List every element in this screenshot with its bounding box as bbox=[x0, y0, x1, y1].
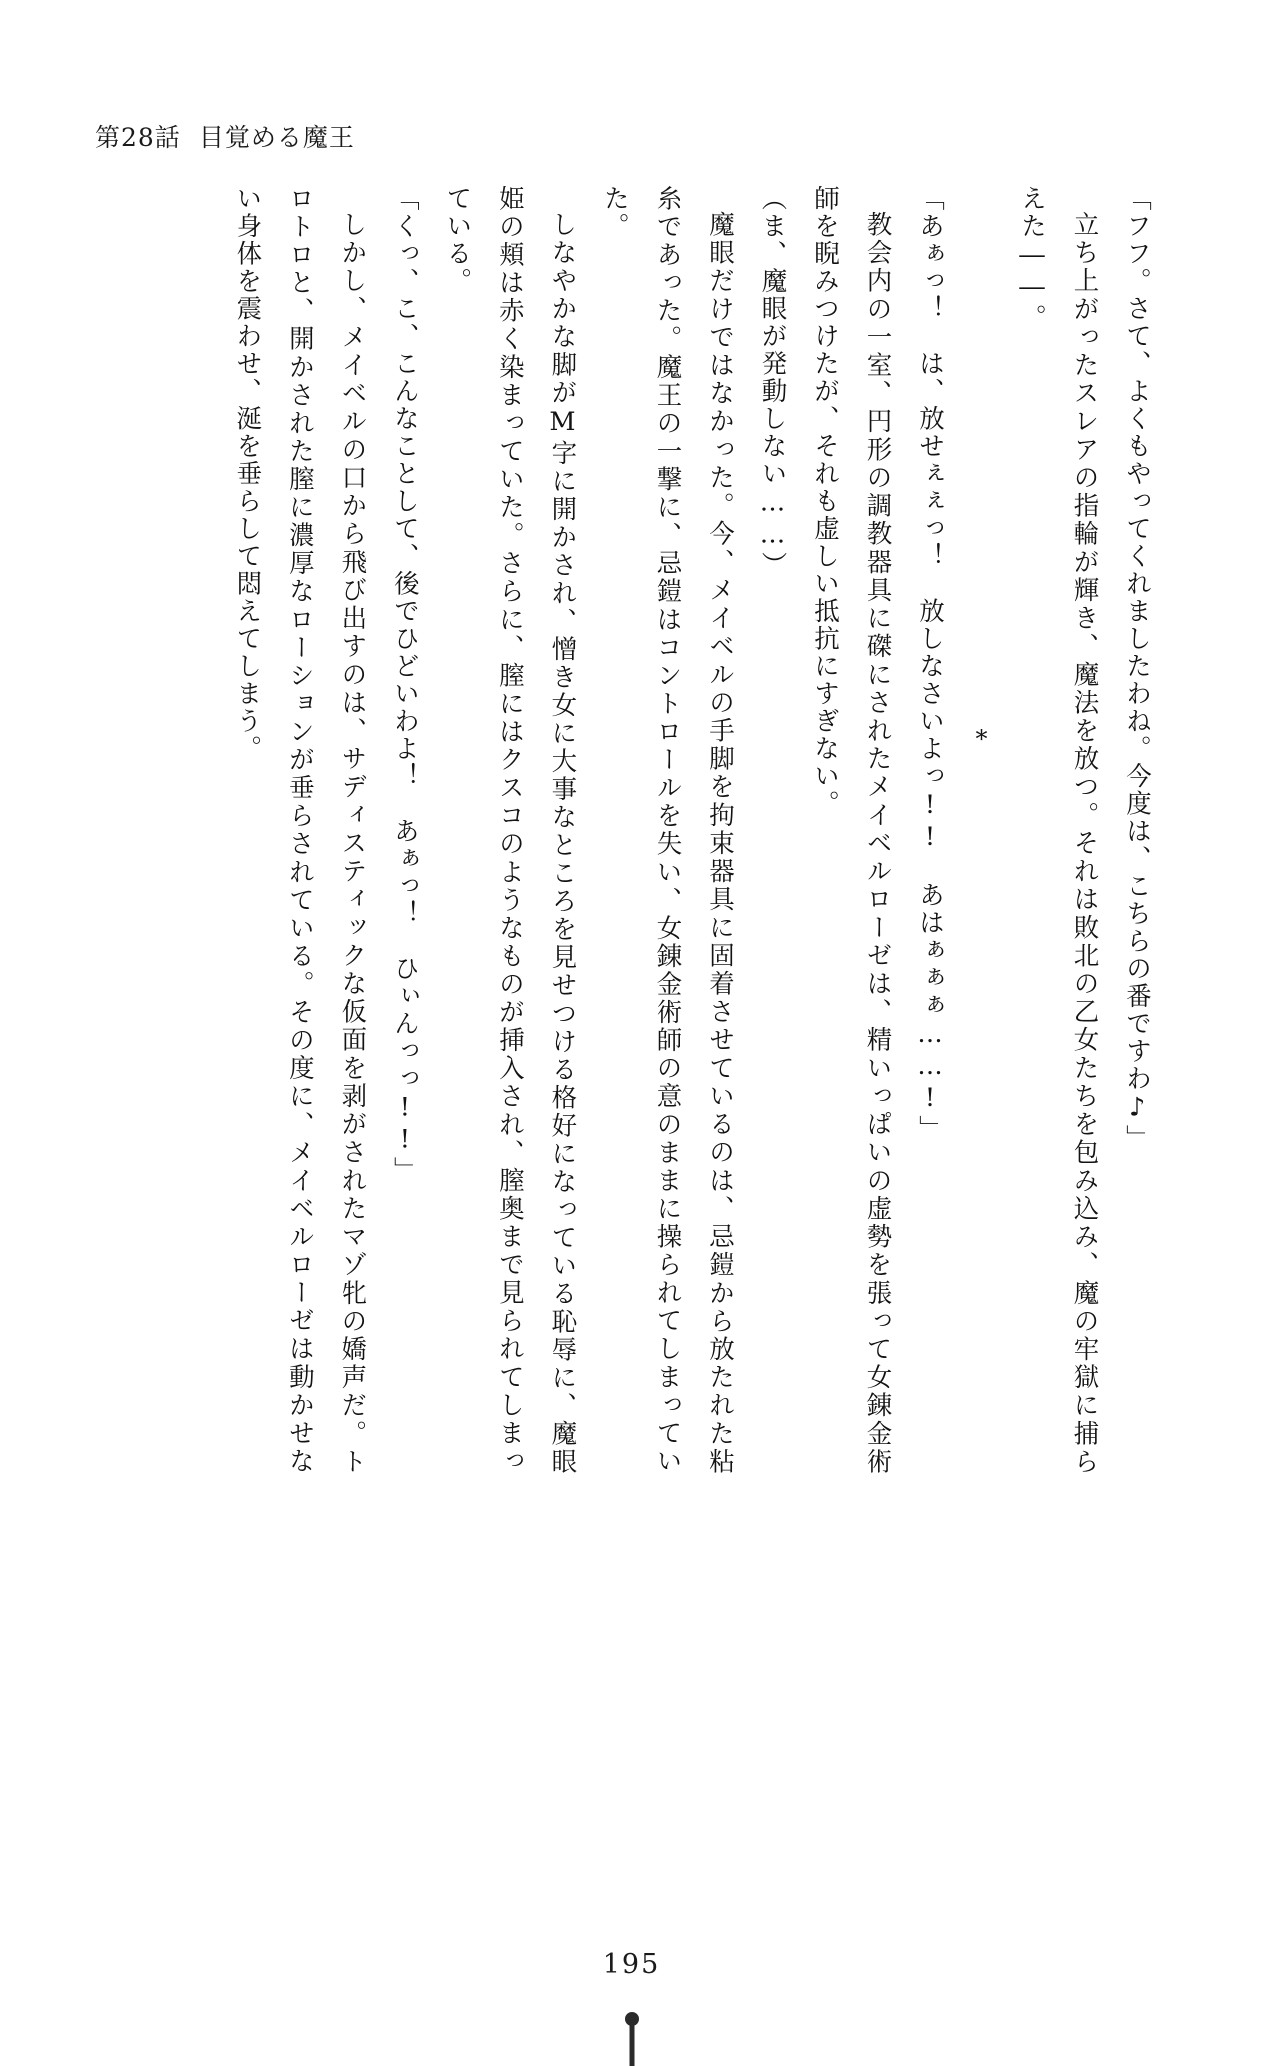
scene-separator bbox=[956, 185, 1005, 1475]
paragraph: 「くっ、こ、こんなことして、後でひどいわよ！ あぁっ！ ひぃんっっ!!」 bbox=[389, 185, 420, 1184]
chapter-title: 目覚める魔王 bbox=[198, 123, 355, 152]
running-head bbox=[95, 118, 355, 154]
scene-separator-glyph: * bbox=[967, 725, 996, 753]
paragraph: 「あぁっ！ は、放せぇぇっ！ 放しなさいよっ!! あはぁぁぁ……!」 bbox=[915, 185, 946, 1143]
paragraph: しなやかな脚がM字に開かされ、憎き女に大事なところを見せつける格好になっている恥辱に、魔眼姫の頬は赤く染まっていた。さらに、膣にはクスコのようなものが挿入され、膣奥まで見られてしまっている。 bbox=[442, 185, 578, 1475]
chapter-number: 第28話 bbox=[95, 123, 181, 152]
paragraph: 魔眼だけではなかった。今、メイベルの手脚を拘束器具に固着させているのは、忌鎧から放たれた粘糸であった。魔王の一撃に、忌鎧はコントロールを失い、女錬金術師の意のままに操られてしまっていた。 bbox=[599, 185, 735, 1475]
paragraph: （ま、魔眼が発動しない……） bbox=[757, 185, 788, 579]
paragraph: 教会内の一室、円形の調教器具に磔にされたメイベルローゼは、精いっぱいの虚勢を張って女錬金術師を睨みつけたが、それも虚しい抵抗にすぎない。 bbox=[809, 185, 893, 1476]
paragraph: 「フフ。さて、よくもやってくれましたわね。今度は、こちらの番ですわ♪」 bbox=[1122, 185, 1152, 1152]
spine-bar-mark bbox=[629, 2022, 634, 2066]
page-number: 195 bbox=[602, 1949, 661, 1980]
paragraph: しかし、メイベルの口から飛び出すのは、サディスティックな仮面を剥がされたマゾ牝の嬌声だ。トロトロと、開かされた膣に濃厚なローションが垂らされている。その度に、メイベルローゼは動かせない身体を震わせ、涎を垂らして悶えてしまう。 bbox=[232, 185, 368, 1476]
body-text bbox=[232, 185, 1163, 1476]
paragraph: 立ち上がったスレアの指輪が輝き、魔法を放つ。それは敗北の乙女たちを包み込み、魔の牢獄に捕らえた――。 bbox=[1016, 185, 1100, 1476]
